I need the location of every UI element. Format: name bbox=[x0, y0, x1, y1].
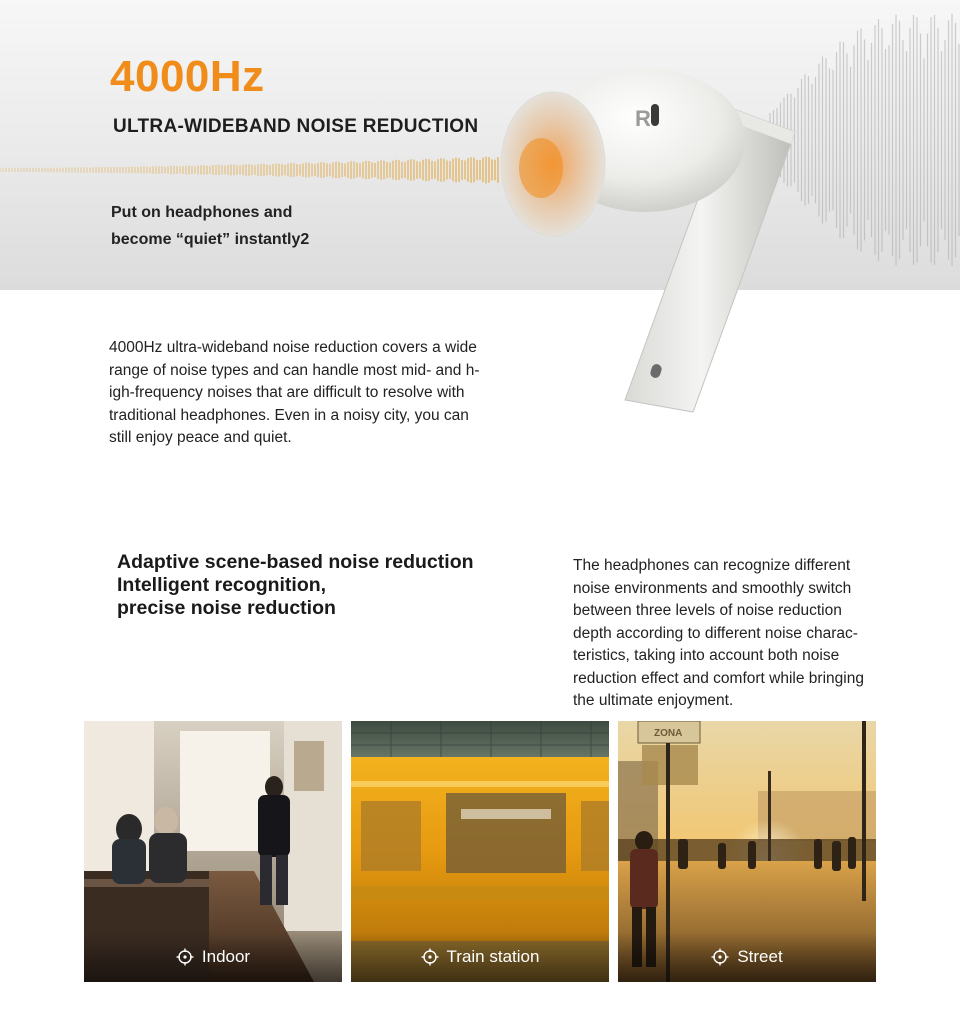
description-line: igh-frequency noises that are difficult to resolve with bbox=[109, 384, 465, 401]
heading-line: Adaptive scene-based noise reduction bbox=[117, 551, 474, 573]
description-line: traditional headphones. Even in a noisy city, you can bbox=[109, 406, 469, 424]
adaptive-line: teristics, taking into account both noise bbox=[573, 647, 840, 664]
heading-line: precise noise reduction bbox=[117, 597, 336, 619]
crosshair-icon bbox=[176, 948, 194, 966]
scene-card-street bbox=[618, 721, 876, 982]
tagline-line: Put on headphones and bbox=[111, 204, 293, 221]
adaptive-description bbox=[573, 555, 933, 713]
earbud-image bbox=[495, 60, 805, 420]
adaptive-line: between three levels of noise reduction bbox=[573, 602, 842, 619]
earbud-logo: R bbox=[635, 106, 651, 131]
hero-banner bbox=[0, 0, 960, 290]
description-line: still enjoy peace and quiet. bbox=[109, 429, 292, 446]
noise-reduction-subtitle: ULTRA-WIDEBAND NOISE REDUCTION bbox=[113, 116, 479, 137]
scene-label: Street bbox=[737, 947, 783, 966]
scene-caption bbox=[351, 932, 609, 982]
adaptive-line: noise environments and smoothly switch bbox=[573, 579, 852, 597]
description-line: 4000Hz ultra-wideband noise reduction covers a wide bbox=[109, 339, 477, 356]
scene-caption bbox=[84, 932, 342, 982]
scene-card-indoor bbox=[84, 721, 342, 982]
adaptive-line: depth according to different noise charac- bbox=[573, 624, 858, 642]
adaptive-line: reduction effect and comfort while bringing bbox=[573, 669, 864, 687]
tagline bbox=[111, 199, 309, 253]
noise-reduction-description bbox=[109, 337, 539, 450]
adaptive-line: the ultimate enjoyment. bbox=[573, 692, 734, 709]
zona-sign: ZONA bbox=[654, 728, 683, 739]
crosshair-icon bbox=[711, 948, 729, 966]
crosshair-icon bbox=[421, 948, 439, 966]
adaptive-line: The headphones can recognize different bbox=[573, 557, 851, 574]
scene-caption bbox=[618, 932, 876, 982]
frequency-title: 4000Hz bbox=[110, 52, 265, 101]
tagline-line: become “quiet” instantly2 bbox=[111, 231, 310, 248]
scene-card-train-station bbox=[351, 721, 609, 982]
scene-label: Train station bbox=[446, 947, 540, 966]
scene-label: Indoor bbox=[201, 947, 251, 966]
description-line: range of noise types and can handle most mid- and h- bbox=[109, 361, 480, 379]
heading-line: Intelligent recognition, bbox=[117, 574, 327, 596]
adaptive-heading bbox=[117, 551, 474, 620]
